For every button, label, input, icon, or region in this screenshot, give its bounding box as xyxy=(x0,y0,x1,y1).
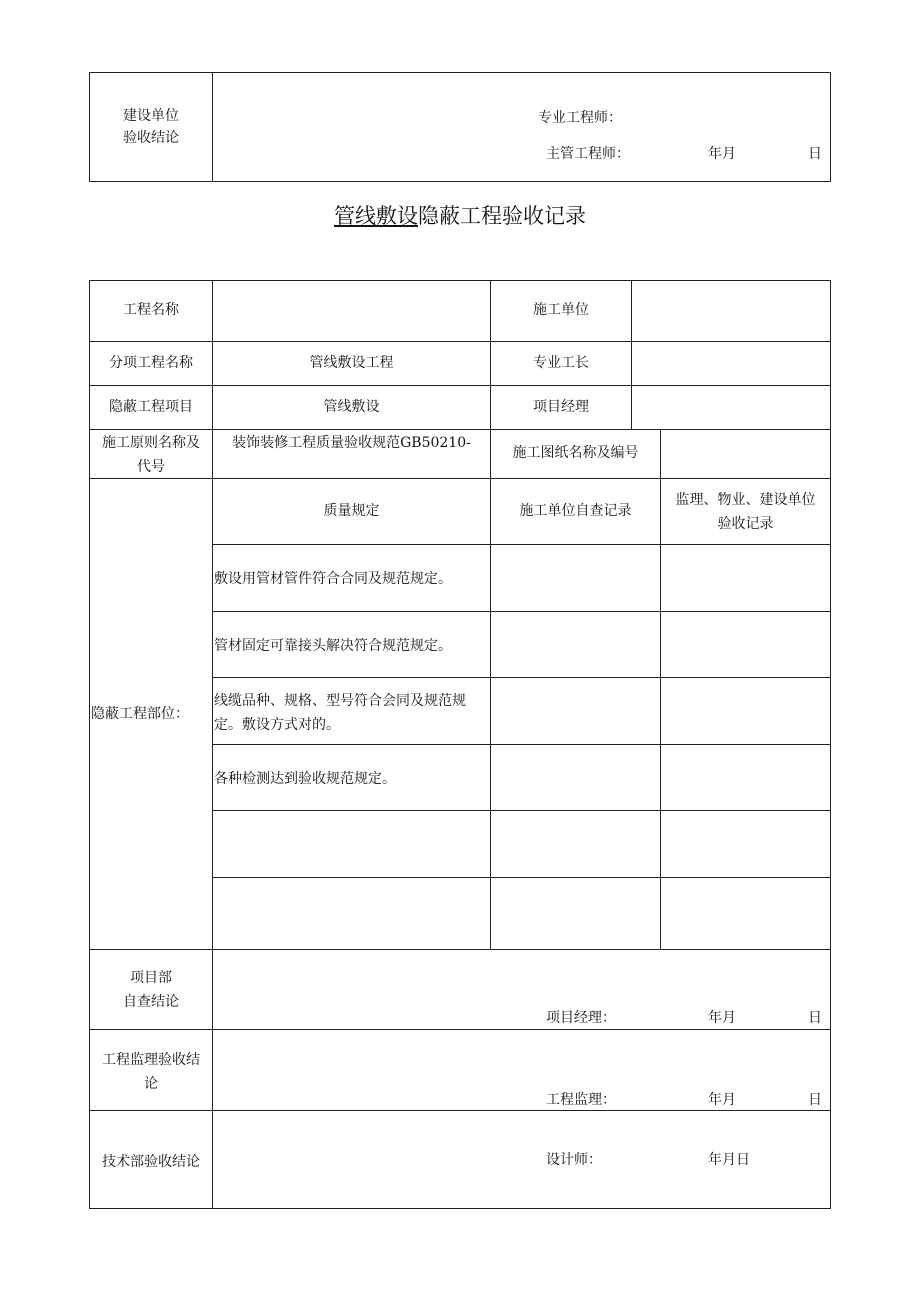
day-label: 日 xyxy=(808,146,822,162)
tech-signer: 设计师： xyxy=(546,1152,602,1168)
subproject-label: 分项工程名称 xyxy=(109,355,193,371)
dept-signer: 项目经理： xyxy=(546,1010,616,1026)
col-self-check: 施工单位自查记录 xyxy=(519,503,632,519)
quality-row-2: 管材固定可靠接头解决符合规范规定。 xyxy=(214,638,452,654)
builder-conclusion-label-2: 验收结论 xyxy=(123,130,179,146)
project-name-label: 工程名称 xyxy=(123,302,179,318)
quality-row-1: 敷设用管材管件符合合同及规范规定。 xyxy=(214,571,452,587)
supervision-label-2: 论 xyxy=(144,1076,158,1092)
title-underlined: 管线敷设 xyxy=(334,204,418,228)
hidden-item-label: 隐蔽工程项目 xyxy=(109,399,193,415)
quality-row-3-line2: 定。敷设方式对的。 xyxy=(214,717,340,733)
standard-value: 装饰装修工程质量验收规范GB50210- xyxy=(232,435,471,451)
chief-engineer-label: 主管工程师： xyxy=(546,146,630,162)
supervision-label-1: 工程监理验收结 xyxy=(102,1052,200,1068)
specialist-engineer-label: 专业工程师： xyxy=(538,110,622,126)
supervision-signer: 工程监理： xyxy=(546,1092,616,1108)
dept-year-month: 年月 xyxy=(708,1010,736,1026)
dept-conclusion-label-2: 自查结论 xyxy=(123,994,179,1010)
supervision-day: 日 xyxy=(808,1092,822,1108)
builder-conclusion-label-1: 建设单位 xyxy=(123,108,179,124)
col-requirement: 质量规定 xyxy=(323,503,380,519)
quality-row-3-line1: 线缆品种、规格、型号符合会同及规范规 xyxy=(214,693,466,709)
construction-unit-label: 施工单位 xyxy=(533,302,589,318)
subproject-value: 管线敷设工程 xyxy=(309,355,394,371)
year-month-label: 年月 xyxy=(708,146,736,162)
standard-label-1: 施工原则名称及 xyxy=(102,435,200,451)
drawing-label: 施工图纸名称及编号 xyxy=(512,445,639,461)
tech-date: 年月日 xyxy=(708,1152,750,1168)
hidden-location-label: 隐蔽工程部位： xyxy=(91,706,189,722)
title-rest: 隐蔽工程验收记录 xyxy=(418,204,586,228)
foreman-label: 专业工长 xyxy=(533,355,589,371)
supervision-year-month: 年月 xyxy=(708,1092,736,1108)
col-supervisor-2: 验收记录 xyxy=(717,516,774,532)
standard-label-2: 代号 xyxy=(137,459,165,475)
col-supervisor-1: 监理、物业、建设单位 xyxy=(675,492,816,508)
hidden-item-value: 管线敷设 xyxy=(323,399,380,415)
page-title xyxy=(0,200,920,230)
dept-conclusion-label-1: 项目部 xyxy=(130,970,172,986)
quality-row-4: 各种检测达到验收规范规定。 xyxy=(214,771,396,787)
project-manager-label: 项目经理 xyxy=(533,399,589,415)
dept-day: 日 xyxy=(808,1010,822,1026)
tech-conclusion-label: 技术部验收结论 xyxy=(102,1154,200,1170)
